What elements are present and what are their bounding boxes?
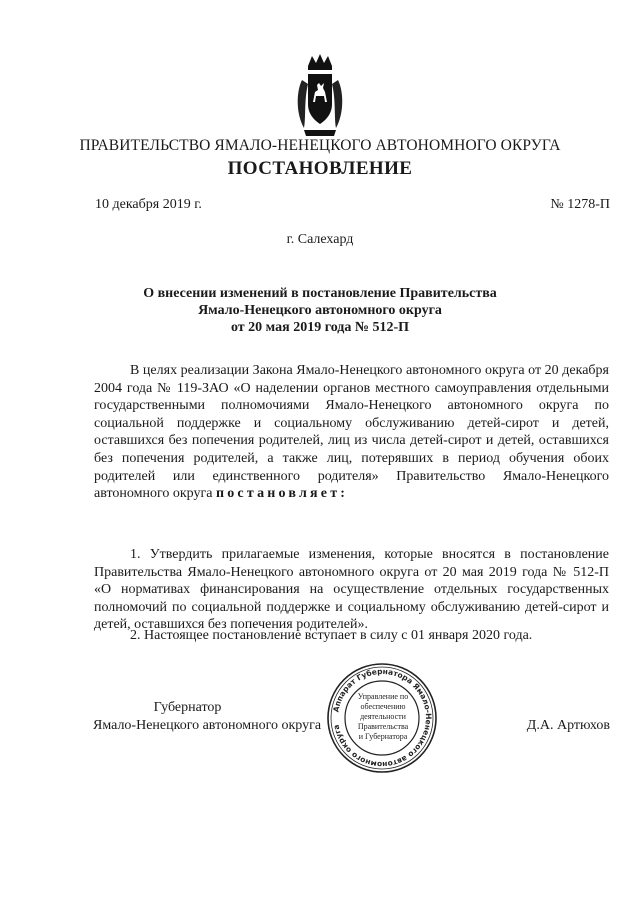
heading-line-1: О внесении изменений в постановление Правительства xyxy=(143,286,497,301)
preamble-text: В целях реализации Закона Ямало-Ненецкого автономного округа от 20 декабря 2004 года № 119-ЗАО «О наделении органов местного самоуправления отдельными государственными полномочиями Ямало-Ненецкого автономного округа по социальной поддержке и социальному обслуживанию детей-сирот и детей, оставшихся без попечения родителей, лиц из числа детей-сирот и детей, оставшихся без попечения родителей, а также лиц, потерявших в период обучения обоих родителей или единственного родителя» Правительство Ямало-Ненецкого автономного округа xyxy=(94,363,609,502)
heading-line-3: от 20 мая 2019 года № 512-П xyxy=(230,320,409,335)
clause-2-paragraph: 2. Настоящее постановление вступает в силу с 01 января 2020 года. xyxy=(130,628,533,643)
document-number: № 1278-П xyxy=(550,197,610,212)
seal-line-2: обеспечению xyxy=(360,702,406,711)
signatory-organization: Ямало-Ненецкого автономного округа xyxy=(93,718,322,733)
seal-line-4: Правительства xyxy=(357,722,409,731)
clause-1-paragraph: 1. Утвердить прилагаемые изменения, которые вносятся в постановление Правительства Ямало-Ненецкого автономного округа от 20 мая 2019 года № 512-П «О нормативах финансирования на осуществление отдельных государственных полномочий по социальной поддержке и социальному обслуживанию детей-сирот и детей, оставшихся без попечения родителей». xyxy=(94,547,609,633)
decree-word: постановляет: xyxy=(215,486,349,502)
signatory-role: Губернатор xyxy=(153,700,222,715)
preamble-paragraph xyxy=(94,362,609,503)
seal-inner-text xyxy=(352,692,414,742)
signatory-name: Д.А. Артюхов xyxy=(526,718,610,733)
heading-line-2: Ямало-Ненецкого автономного округа xyxy=(198,303,442,318)
document-type: ПОСТАНОВЛЕНИЕ xyxy=(227,158,413,179)
seal-line-5: и Губернатора xyxy=(358,732,408,741)
seal-line-3: деятельности xyxy=(360,712,406,721)
coat-of-arms-icon xyxy=(294,52,346,138)
seal-ring-text: Аппарат Губернатора Ямало-Ненецкого автономного округа xyxy=(331,666,434,770)
document-city: г. Салехард xyxy=(286,232,354,247)
document-heading xyxy=(100,285,540,336)
government-title: ПРАВИТЕЛЬСТВО ЯМАЛО-НЕНЕЦКОГО АВТОНОМНОГО ОКРУГА xyxy=(79,137,561,154)
seal-line-1: Управление по xyxy=(357,692,409,701)
document-date: 10 декабря 2019 г. xyxy=(95,197,202,212)
